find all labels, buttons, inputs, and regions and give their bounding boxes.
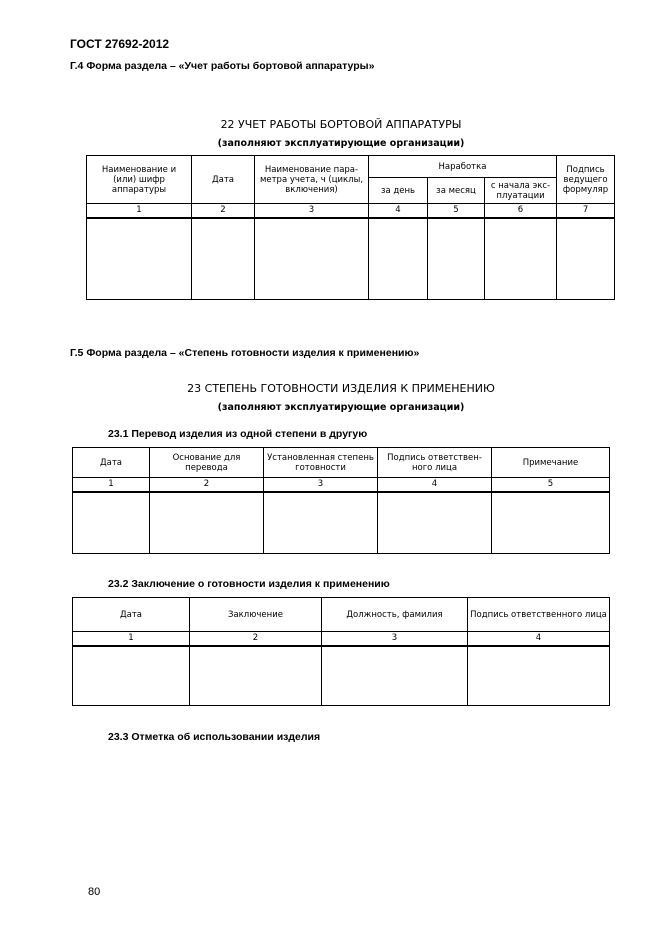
column-numbers-row xyxy=(73,632,610,646)
table22-title: 22 УЧЕТ РАБОТЫ БОРТОВОЙ АППАРАТУРЫ xyxy=(220,118,462,131)
column-number: 3 xyxy=(264,478,378,492)
empty-cell[interactable] xyxy=(492,492,610,554)
column-number: 2 xyxy=(150,478,264,492)
empty-cell[interactable] xyxy=(485,218,557,300)
col-header: Подпись ответствен-ного лица xyxy=(378,448,492,478)
section-232-heading: 23.2 Заключение о готовности изделия к применению xyxy=(108,578,390,590)
column-number: 3 xyxy=(322,632,468,646)
empty-cell[interactable] xyxy=(378,492,492,554)
table22-subtitle: (заполняют эксплуатирующие организации) xyxy=(217,138,465,149)
column-number: 3 xyxy=(255,204,369,218)
empty-cell[interactable] xyxy=(428,218,485,300)
column-number: 1 xyxy=(73,478,150,492)
column-number: 6 xyxy=(485,204,557,218)
section-233-heading: 23.3 Отметка об использовании изделия xyxy=(108,731,321,743)
table231 xyxy=(72,447,610,554)
page-number: 80 xyxy=(88,886,101,898)
column-number: 2 xyxy=(192,204,255,218)
col-header: Установленная степень готовности xyxy=(264,448,378,478)
empty-cell[interactable] xyxy=(73,646,190,706)
standard-header: ГОСТ 27692-2012 xyxy=(70,37,170,51)
table22 xyxy=(86,155,615,300)
section-g5-heading: Г.5 Форма раздела – «Степень готовности изделия к применению» xyxy=(70,347,420,359)
col-date-header: Дата xyxy=(192,156,255,204)
col-header: Дата xyxy=(73,448,150,478)
empty-cell[interactable] xyxy=(264,492,378,554)
empty-cell[interactable] xyxy=(369,218,428,300)
col-signature-header: Подпись ведущего формуляр xyxy=(557,156,615,204)
section-231-heading: 23.1 Перевод изделия из одной степени в другую xyxy=(108,428,368,440)
col-name-header: Наименование и (или) шифр аппаратуры xyxy=(87,156,192,204)
col-per-month-header: за месяц xyxy=(428,178,485,204)
table23-subtitle: (заполняют эксплуатирующие организации) xyxy=(217,402,465,413)
col-runtime-header: Наработка xyxy=(369,156,557,178)
column-number: 1 xyxy=(87,204,192,218)
column-numbers-row xyxy=(73,478,610,492)
table-row xyxy=(73,492,610,554)
table232 xyxy=(72,597,610,706)
column-number: 4 xyxy=(468,632,610,646)
col-header: Должность, фамилия xyxy=(322,598,468,632)
column-number: 5 xyxy=(428,204,485,218)
empty-cell[interactable] xyxy=(557,218,615,300)
col-per-day-header: за день xyxy=(369,178,428,204)
col-header: Подпись ответственного лица xyxy=(468,598,610,632)
column-number: 5 xyxy=(492,478,610,492)
empty-cell[interactable] xyxy=(190,646,322,706)
empty-cell[interactable] xyxy=(255,218,369,300)
column-number: 4 xyxy=(378,478,492,492)
empty-cell[interactable] xyxy=(322,646,468,706)
col-param-header: Наименование пара-метра учета, ч (циклы, включения) xyxy=(255,156,369,204)
column-numbers-row xyxy=(87,204,615,218)
column-number: 7 xyxy=(557,204,615,218)
column-number: 1 xyxy=(73,632,190,646)
col-header: Дата xyxy=(73,598,190,632)
empty-cell[interactable] xyxy=(87,218,192,300)
empty-cell[interactable] xyxy=(468,646,610,706)
empty-cell[interactable] xyxy=(73,492,150,554)
table-row xyxy=(73,646,610,706)
col-since-start-header: с начала экс-плуатации xyxy=(485,178,557,204)
table-row xyxy=(87,218,615,300)
table23-title: 23 СТЕПЕНЬ ГОТОВНОСТИ ИЗДЕЛИЯ К ПРИМЕНЕНИЮ xyxy=(187,382,495,395)
col-header: Примечание xyxy=(492,448,610,478)
column-number: 4 xyxy=(369,204,428,218)
empty-cell[interactable] xyxy=(150,492,264,554)
column-number: 2 xyxy=(190,632,322,646)
col-header: Заключение xyxy=(190,598,322,632)
empty-cell[interactable] xyxy=(192,218,255,300)
col-header: Основание для перевода xyxy=(150,448,264,478)
section-g4-heading: Г.4 Форма раздела – «Учет работы бортовой аппаратуры» xyxy=(70,60,375,72)
